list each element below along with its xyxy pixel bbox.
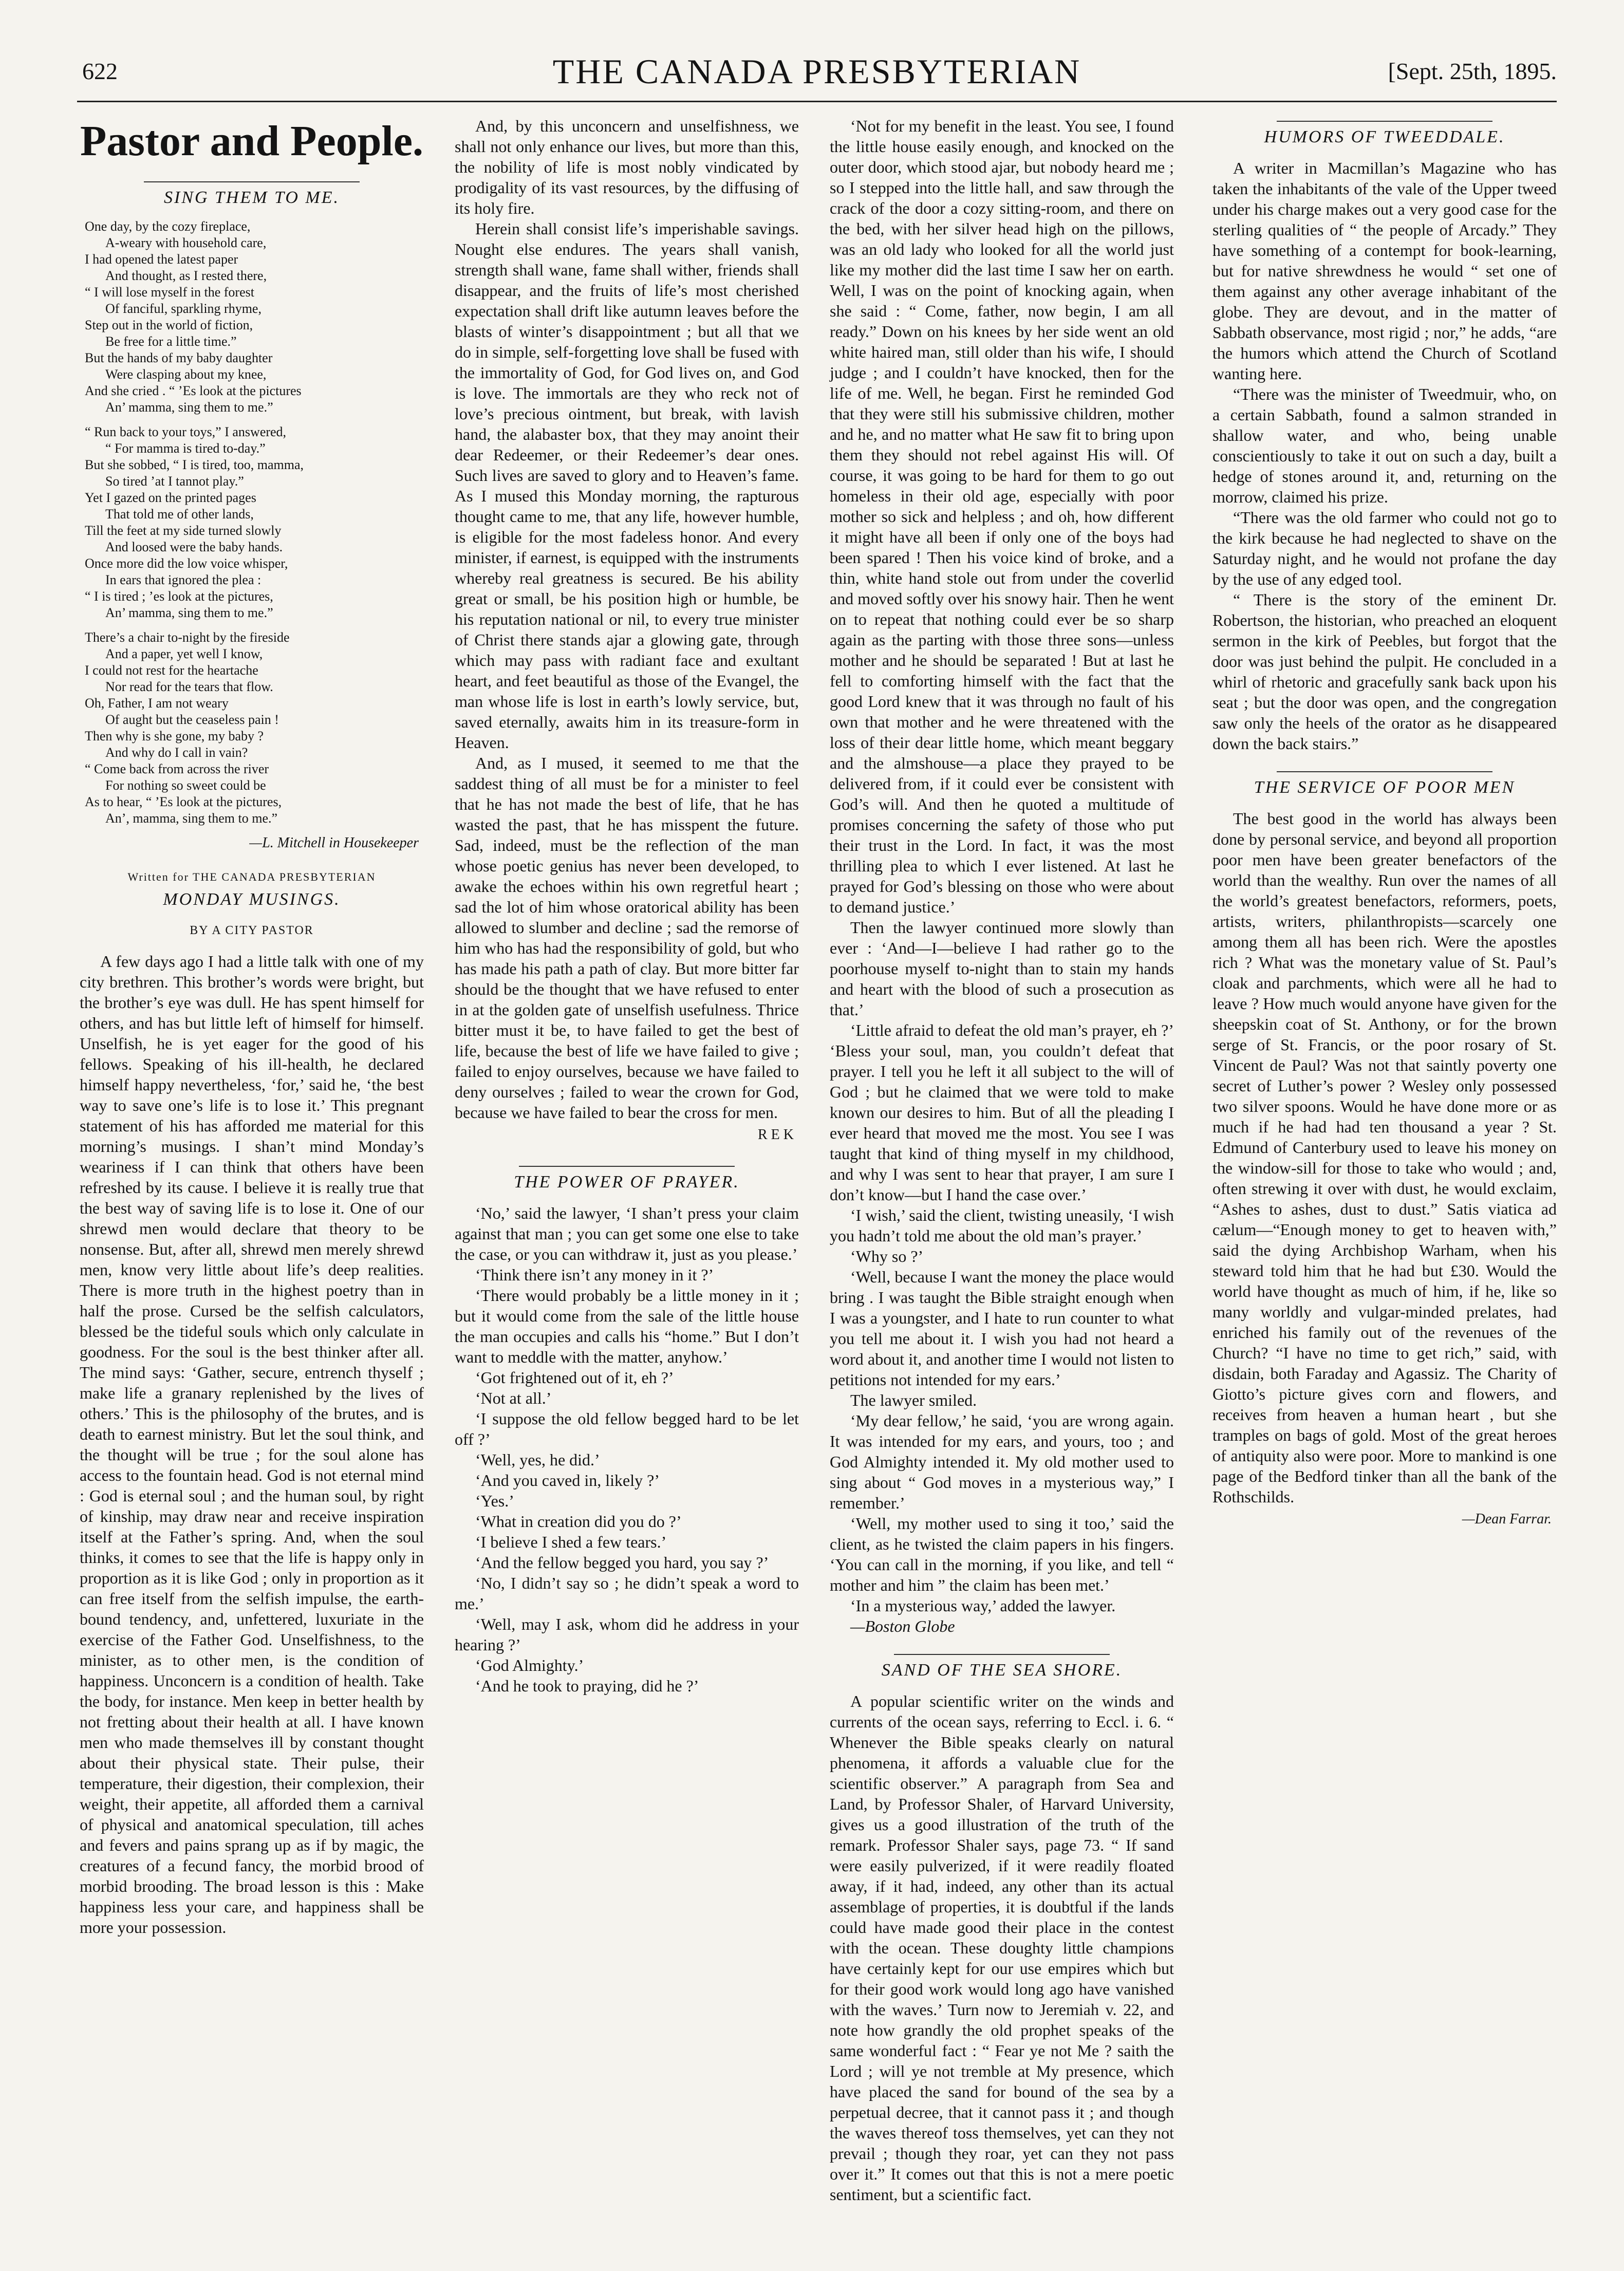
poem-line: Then why is she gone, my baby ? (85, 729, 264, 743)
prayer-paragraph: ‘Well, my mother used to sing it too,’ said the client, as he twisted the claim papers in his fingers. ‘You can call in the morning, if you like, and tell “ mother and him ” the claim has been met.’ (830, 1514, 1174, 1594)
prayer-paragraph: ‘There would probably be a little money in it ; but it would come from the sale of the little house the man occupies and calls his “home.” But I don’t want to meddle with the matter, anyhow.’ (455, 1286, 799, 1366)
poem-line: One day, by the cozy fireplace, (85, 219, 251, 234)
poem-heading (80, 181, 424, 208)
prayer-paragraph: ‘What in creation did you do ?’ (475, 1512, 682, 1531)
monday-paragraph: And, as I mused, it seemed to me that the saddest thing of all must be for a minister to feel that he has not made the best of life, that he has wasted the past, that he has misspent the future. Sad, indeed, must be the reflection of the man whose poetic genius has never been developed, to awake the echoes within his own regretful heart ; sad the lot of him whose oratorical ability has been allowed to slumber and decline ; sad the remorse of him who has had the responsibility of gold, but who has made his path a path of clay. But more bitter far should be the thought that we have refused to enter in at the golden gate of unselfish usefulness. Thrice bitter must it be, to have failed to get the best of life, because the best of life we have failed to give ; failed to enjoy ourselves, because we have failed to deny ourselves ; failed to wear the crown for God, because we have failed to bear the cross for men. (455, 754, 799, 1122)
poor-men-heading-text: THE SERVICE OF POOR MEN (1254, 778, 1516, 797)
poem-line: Nor read for the tears that flow. (105, 679, 273, 694)
poor-men-paragraph: The best good in the world has always been done by personal service, and beyond all proportion poor men have been greater benefactors of the world than the wealthy. Run over the names of all the world’s greatest benefactors, reformers, poets, artists, writers, philanthropists—scarcely one among them all has been rich. Were the apostles rich ? What was the monetary value of St. Paul’s cloak and parchments, which were all he had to leave ? How much would anyone have given for the sheepskin coat of St. Anthony, or for the brown serge of St. Francis, or the poor rosary of St. Vincent de Paul? Was not that saintly poverty one secret of Luther’s power ? Wesley only possessed two silver spoons. Would he have done more or as much if he had had ten thousand a year ? St. Edmund of Canterbury used to leave his money on the window-sill for those to take who would ; and, often strewing it over with dust, he would exclaim, “Ashes to ashes, dust to dust.” Satis viatica ad cælum—“Enough money to get to heaven with,” said the dying Archbishop Warham, when his steward told him that he had but £30. Would the world have thought as much of him, if he, like so many worldly and vulgar-minded prelates, had enriched his family out of the revenues of the Church? “I have no time to get rich,” said, with disdain, both Faraday and Agassiz. The Charity of Giotto’s picture gives corn and flowers, and receives from heaven a human heart , but she tramples on bags of gold. Most of the great heroes of antiquity also were poor. More to mankind is one page of the Bedford tinker than all the bank of the Rothschilds. (1212, 809, 1557, 1506)
prayer-paragraph: ‘God Almighty.’ (475, 1656, 584, 1674)
poem-line: But she sobbed, “ I is tired, too, mamma, (85, 457, 304, 472)
prayer-paragraph: ‘Little afraid to defeat the old man’s prayer, eh ?’ ‘Bless your soul, man, you couldn’t defeat that prayer. I tell you he left it all subject to the will of God ; but he claimed that we were told to make known our desires to him. But of all the pleading I ever heard that moved me the most. You see I was taught that kind of thing myself in my childhood, and why I was sent to hear that prayer, I am sure I don’t know—but I hand the case over.’ (830, 1021, 1174, 1204)
prayer-source: —Boston Globe (850, 1617, 955, 1635)
prayer-paragraph: ‘And you caved in, likely ?’ (475, 1471, 660, 1490)
page-number: 622 (82, 58, 118, 84)
sand-heading (830, 1654, 1174, 1681)
poem-line: Till the feet at my side turned slowly (85, 523, 282, 538)
poem-line: Oh, Father, I am not weary (85, 696, 229, 711)
tweeddale-heading-text: HUMORS OF TWEEDDALE. (1264, 127, 1505, 146)
poem-line: And she cried . “ ’Es look at the pictures (85, 383, 302, 398)
masthead (77, 51, 1557, 92)
tweeddale-paragraph: “ There is the story of the eminent Dr. Robertson, the historian, who preached an eloquent sermon in the kirk of Peebles, but forgot that the door was just behind the pulpit. He concluded in a whirl of rhetoric and gracefully sank back upon his seat ; but the door was open, and the congregation saw only the heels of the orator as he disappeared down the back stairs.” (1212, 590, 1557, 753)
poem-heading-text: SING THEM TO ME. (163, 188, 340, 207)
prayer-paragraph: ‘And the fellow begged you hard, you say ?’ (475, 1553, 769, 1572)
journal-title: THE CANADA PRESBYTERIAN (552, 52, 1081, 91)
monday-signature: R E K (758, 1127, 794, 1143)
heading-rule (1277, 771, 1492, 772)
poem-line: “ Run back to your toys,” I answered, (85, 424, 287, 439)
prayer-paragraph: ‘I suppose the old fellow begged hard to be let off ?’ (455, 1409, 799, 1448)
poem-attribution: —L. Mitchell in Housekeeper (249, 835, 419, 851)
prayer-paragraph: The lawyer smiled. (850, 1391, 977, 1409)
poem-line: And thought, as I rested there, (105, 268, 267, 283)
monday-paragraph: A few days ago I had a little talk with one of my city brethren. This brother’s words were bright, but the brother’s eye was dull. He has spent himself for others, and has but little left of himself for himself. Unselfish, he is yet eager for the good of his fellows. Speaking of his ill-health, he declared himself happy nevertheless, ‘for,’ said he, ‘the best way to save one’s life is to lose it.’ This pregnant statement of his has afforded me material for this morning’s musings. I shan’t mind Monday’s weariness if I can think that others have been refreshed by its cause. I believe it is really true that the best way of saving life is to lose it. One of our shrewd men would declare that theory to be nonsense. But, after all, shrewd men merely shrewd men, know very little about life’s deep realities. There is more truth in the highest poetry than in half the prose. Cursed be the selfish calculators, blessed be the tideful souls which only calculate in goodness. For the soul is the best thinker after all. The mind says: ‘Gather, secure, entrench thyself ; make life a granary replenished by the lives of others.’ This is the philosophy of the brutes, and is death to earnest ministry. But let the soul think, and the thought will be true ; for the soul alone has access to the fountain head. God is not eternal mind : God is eternal soul ; and the human soul, by right of kinship, may draw near and receive inspiration itself at the Father’s spring. And, when the soul thinks, it comes to see that the life is happy only in proportion as it is like God ; only in proportion as it can free itself from the selfish impulse, the earth-bound tendency, and, unfettered, luxuriate in the exercise of the Father God. Unselfishness, to the minister, as to other men, is the condition of happiness. Unconcern is a condition of health. Take the body, for instance. Men keep in better health by not fretting about their health at all. I have known men who made themselves ill by constant thought about their physical state. Their pulse, their temperature, their digestion, their complexion, their weight, their appetite, all afforded them a carnival of physical and anatomical speculation, till aches and fevers and pains sprang up as if by magic, the creatures of a fecund fancy, the morbid brood of morbid brooding. The broad lesson is this : Make happiness less your care, and happiness shall be more your possession. (80, 952, 424, 1937)
prayer-paragraph: ‘And he took to praying, did he ?’ (475, 1677, 699, 1695)
poem-line: Were clasping about my knee, (105, 367, 267, 382)
poem-line: “ Come back from across the river (85, 761, 269, 776)
prayer-paragraph: ‘Got frightened out of it, eh ?’ (475, 1368, 674, 1387)
monday-credit: Written for THE CANADA PRESBYTERIAN (127, 870, 376, 883)
poem-stanza (85, 424, 424, 621)
tweeddale-heading (1212, 121, 1557, 147)
poor-men-heading (1212, 771, 1557, 798)
prayer-paragraph: Then the lawyer continued more slowly than ever : ‘And—I—believe I had rather go to the poorhouse myself to-night than to stain my hands and heart with the blood of such a prosecution as that.’ (830, 918, 1174, 1019)
tweeddale-paragraph: “There was the old farmer who could not go to the kirk because he had neglected to shave on the Saturday night, and he would not profane the day by the use of any edged tool. (1212, 508, 1557, 588)
poor-men-source: —Dean Farrar. (1462, 1511, 1552, 1527)
poem-line: Of fanciful, sparkling rhyme, (105, 301, 262, 316)
monday-paragraph: Herein shall consist life’s imperishable savings. Nought else endures. The years shall vanish, strength shall wane, fame shall wither, friends shall disappear, and the fruits of life’s most cherished expectation shall drift like autumn leaves before the blasts of winter’s disappointment ; but all that we do in simple, self-forgetting love shall be fused with the immortality of God, for God lives on, and God is love. The immortals are they who reck not of love’s precious ointment, but break, with lavish hand, the alabaster box, that they may anoint their dear Redeemer, or their Redeemer’s dear ones. Such lives are saved to glory and to Heaven’s fame. As I mused this Monday morning, the rapturous thought came to me, that any life, however humble, is eligible for the most fadeless honor. And every minister, if earnest, is equipped with the instruments whereby real greatness is secured. Be his ability great or small, be his position high or humble, be his reputation national or nil, to every true minister of Christ there stands ajar a glowing gate, through which may pass with radiant face and exultant heart, and feet beautiful as those of the Evangel, the man whose life is lost in earth’s lowly service, but, saved eternally, awaits him in its treasure-form in Heaven. (455, 219, 799, 752)
poem-line: Once more did the low voice whisper, (85, 556, 288, 571)
poem-line: But the hands of my baby daughter (85, 350, 273, 365)
prayer-paragraph: ‘Well, because I want the money the place would bring . I was taught the Bible straight enough when I was a youngster, and I hate to run counter to what you tell me about it. I wish you had not heard a word about it, and another time I would not listen to petitions not intended for my ears.’ (830, 1268, 1174, 1389)
sand-heading-text: SAND OF THE SEA SHORE. (881, 1661, 1123, 1680)
heading-rule (519, 1166, 735, 1167)
issue-date: [Sept. 25th, 1895. (1388, 58, 1557, 84)
tweeddale-paragraph: “There was the minister of Tweedmuir, who, on a certain Sabbath, found a salmon stranded in shallow water, and who, being unable conscientiously to take it out on such a day, built a hedge of stones around it, and, returning on the morrow, claimed his prize. (1212, 385, 1557, 506)
prayer-paragraph: ‘I believe I shed a few tears.’ (475, 1533, 667, 1551)
poem-line: And why do I call in vain? (105, 745, 248, 760)
monday-byline: BY A CITY PASTOR (190, 924, 314, 937)
monday-heading: MONDAY MUSINGS. (163, 890, 341, 909)
poem-line: Be free for a little time.” (105, 334, 237, 349)
poem-line: Yet I gazed on the printed pages (85, 490, 256, 505)
poem-line: As to hear, “ ’Es look at the pictures, (85, 794, 282, 809)
prayer-paragraph: ‘Think there isn’t any money in it ?’ (475, 1265, 714, 1284)
poem-line: So tired ’at I tannot play.” (105, 474, 244, 489)
poem-stanza (85, 218, 424, 416)
poem-line: In ears that ignored the plea : (105, 572, 262, 587)
poem-line: For nothing so sweet could be (105, 778, 266, 793)
heading-rule (894, 1654, 1110, 1655)
poem-line: Step out in the world of fiction, (85, 318, 253, 332)
column-4 (1212, 116, 1557, 1530)
prayer-paragraph: ‘I wish,’ said the client, twisting uneasily, ‘I wish you hadn’t told me about the old man’s prayer.’ (830, 1206, 1174, 1245)
prayer-paragraph: ‘Not for my benefit in the least. You see, I found the little house easily enough, and knocked on the outer door, which stood ajar, but nobody heard me ; so I stepped into the little hall, and saw through the crack of the door a cozy sitting-room, and there on the bed, with her silver head high on the pillows, was an old lady who looked for all the world just like my mother did the last time I saw her on earth. Well, I was on the point of knocking again, when she said : “ Come, father, now begin, I am all ready.” Down on his knees by her side went an old white haired man, still older than his wife, I should judge ; and I couldn’t have knocked, then for the life of me. Well, he began. First he reminded God that they were still his submissive children, mother and he, and no matter what He saw fit to bring upon them they should not rebel against His will. Of course, it was going to be hard for them to go out homeless in their old age, especially with poor mother so sick and helpless ; and oh, how different it might have all been if only one of the boys had been spared ! Then his voice kind of broke, and a thin, white hand stole out from under the coverlid and moved softly over his snowy hair. Then he went on to repeat that nothing could ever be so sharp again as the parting with those three sons—unless mother and he should be separated ! But at last he fell to comforting himself with the fact that the good Lord knew that it was through no fault of his own that mother and he were threatened with the loss of their dear little home, which meant beggary and the almshouse—a place they prayed to be delivered from, if it could ever be consistent with God’s will. And then he quoted a multitude of promises concerning the safety of those who put their trust in the Lord. In fact, it was the most thrilling plea to which I ever listened. At last he prayed for God’s blessing on those who were about to demand justice.’ (830, 117, 1174, 916)
poem-line: An’, mamma, sing them to me.” (105, 811, 278, 826)
poem-line: I had opened the latest paper (85, 252, 238, 267)
poem-line: An’ mamma, sing them to me.” (105, 400, 273, 415)
poem-line: “ I is tired ; ’es look at the pictures, (85, 589, 273, 604)
heading-rule (1277, 121, 1492, 122)
poem-line: There’s a chair to-night by the fireside (85, 630, 290, 645)
poem-line: A-weary with household care, (105, 235, 267, 250)
monday-paragraph: And, by this unconcern and unselfishness, we shall not only enhance our lives, but more than this, the nobility of life is most nobly vindicated by prodigality of its vast resources, by the diffusing of its holy fire. (455, 117, 799, 217)
column-1 (80, 116, 424, 1938)
prayer-paragraph: ‘Why so ?’ (850, 1247, 924, 1265)
poem-line: And loosed were the baby hands. (105, 539, 283, 554)
tweeddale-paragraph: A writer in Macmillan’s Magazine who has taken the inhabitants of the vale of the Upper tweed under his charge makes out a very good case for the sterling qualities of “ the people of Arcady.” They have something of a contempt for book-learning, but for native shrewdness he would “ set one of them against any other average inhabitant of the globe. They are devout, and in the matter of Sabbath observance, most rigid ; nor,” he adds, “are the humors which attend the Church of Scotland wanting here. (1212, 159, 1557, 383)
sand-paragraph: A popular scientific writer on the winds and currents of the ocean says, referring to Eccl. i. 6. “ Whenever the Bible speaks clearly on natural phenomena, it affords a valuable clue for the scientific observer.” A paragraph from Sea and Land, by Professor Shaler, of Harvard University, gives us a good illustration of the truth of the remark. Professor Shaler says, page 73. “ If sand were easily pulverized, if it were readily floated away, if it had, indeed, any other than its actual assemblage of properties, it is doubtful if the lands could have made good their place in the contest with the ocean. These doughty little champions have certainly kept for our use empires which but for their good work would long ago have vanished with the waves.’ Turn now to Jeremiah v. 22, and note how grandly the old prophet speaks of the same wonderful fact : “ Fear ye not Me ? saith the Lord ; will ye not tremble at My presence, which have placed the sand for bound of the sea by a perpetual decree, that it cannot pass it ; and though the waves thereof toss themselves, yet can they not prevail ; though they roar, yet can they not pass over it.” It comes out that this is not a mere poetic sentiment, but a scientific fact. (830, 1692, 1174, 2204)
prayer-paragraph: ‘Not at all.’ (475, 1389, 552, 1407)
column-3 (830, 116, 1174, 2205)
prayer-paragraph: ‘Yes.’ (475, 1492, 514, 1510)
poem-line: Of aught but the ceaseless pain ! (105, 712, 279, 727)
heading-rule (144, 181, 360, 182)
poem-stanza (85, 629, 424, 827)
poem-line: And a paper, yet well I know, (105, 646, 263, 661)
prayer-paragraph: ‘In a mysterious way,’ added the lawyer. (850, 1596, 1116, 1615)
prayer-paragraph: ‘My dear fellow,’ he said, ‘you are wrong again. It was intended for my ears, and yours, too ; and God Almighty intended it. My old mother used to sing about “ God moves in a mysterious way,” I remember.’ (830, 1411, 1174, 1512)
poem-line: That told me of other lands, (105, 507, 254, 522)
poem-line: An’ mamma, sing them to me.” (105, 605, 273, 620)
poem-line: “ For mamma is tired to-day.” (105, 441, 266, 456)
masthead-rule (77, 101, 1557, 102)
prayer-paragraph: ‘Well, may I ask, whom did he address in your hearing ?’ (455, 1615, 799, 1654)
prayer-paragraph: ‘No, I didn’t say so ; he didn’t speak a word to me.’ (455, 1574, 799, 1613)
prayer-paragraph: ‘Well, yes, he did.’ (475, 1450, 600, 1469)
prayer-paragraph: ‘No,’ said the lawyer, ‘I shan’t press your claim against that man ; you can get some one else to take the case, or you can withdraw it, just as you please.’ (455, 1204, 799, 1263)
section-title: Pastor and People. (80, 117, 424, 165)
column-2 (455, 116, 799, 1696)
poem-line: “ I will lose myself in the forest (85, 285, 254, 300)
poem-line: I could not rest for the heartache (85, 663, 258, 678)
poem-body (85, 218, 424, 851)
prayer-heading-text: THE POWER OF PRAYER. (514, 1172, 740, 1192)
prayer-heading (455, 1166, 799, 1193)
